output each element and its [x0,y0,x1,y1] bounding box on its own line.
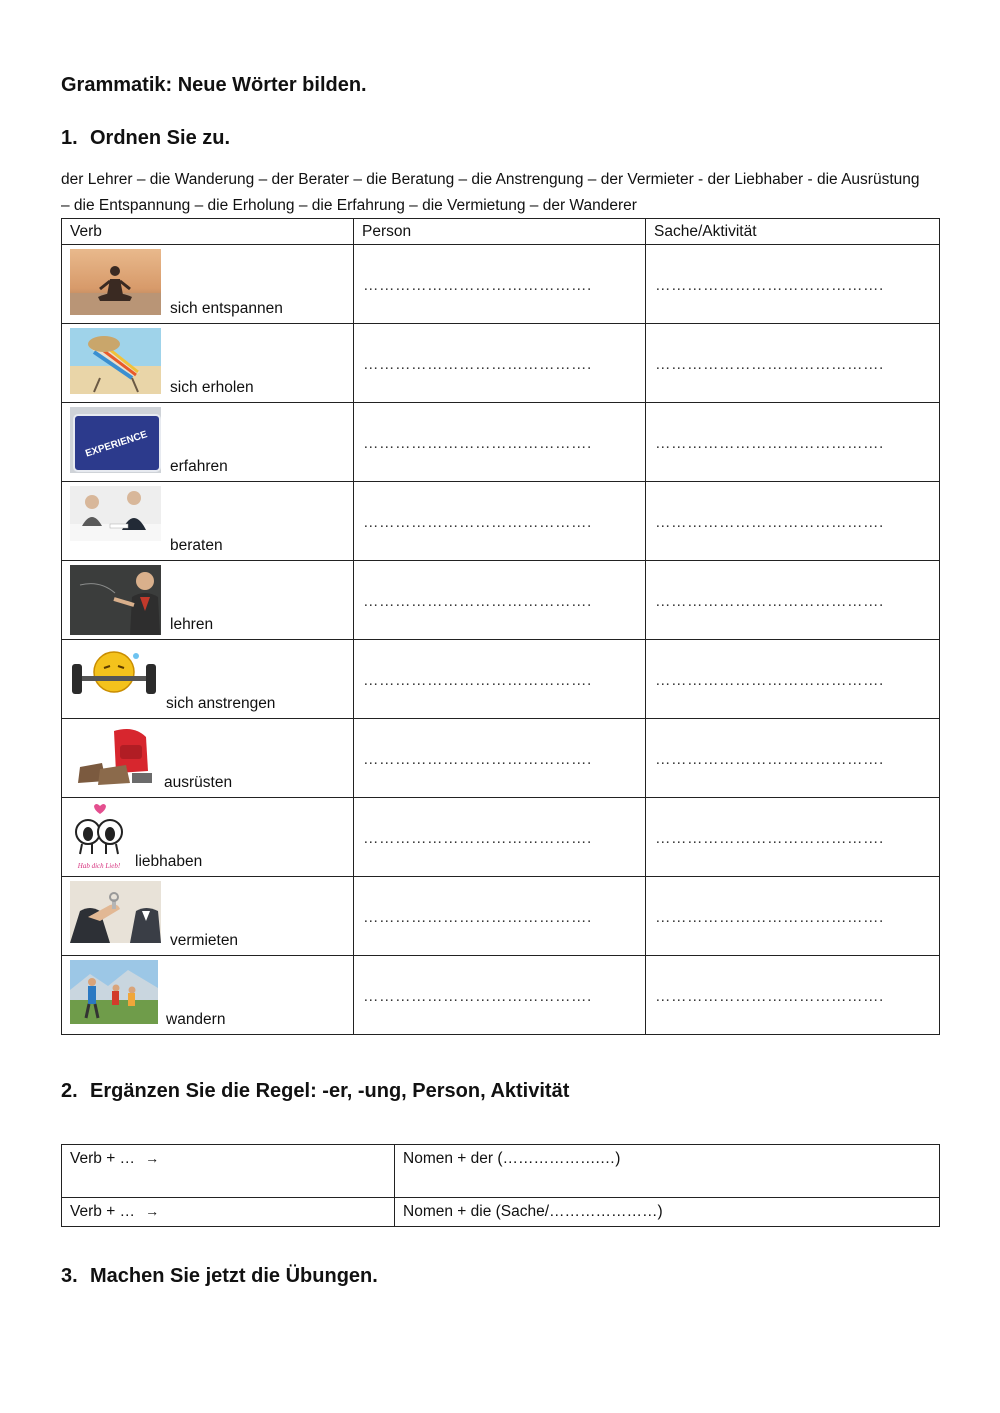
verb-label: sich erholen [170,379,254,396]
verb-cell [62,561,354,640]
answer-blank: ……………………………………. [363,751,592,768]
table-row [62,956,940,1035]
teacher-chalkboard-photo [70,565,161,635]
rule-right-text: Nomen + der (……………….…) [403,1150,621,1167]
beach-chair-photo [70,328,161,394]
person-blank-cell[interactable] [354,245,646,324]
table-row [62,640,940,719]
verb-cell [62,719,354,798]
table-row [62,1145,940,1198]
table-row [62,324,940,403]
section-2-text: Ergänzen Sie die Regel: -er, -ung, Person, Aktivität [90,1080,570,1102]
table-row [62,561,940,640]
experience-key-photo [70,407,161,473]
verb-cell [62,482,354,561]
verb-label: wandern [166,1011,226,1028]
verb-cell [62,798,354,877]
person-blank-cell[interactable] [354,561,646,640]
smiley-dumbbell-picture [70,644,158,704]
sache-blank-cell[interactable] [646,403,940,482]
verb-cell [62,877,354,956]
section-3-number: 3. [61,1265,78,1287]
answer-blank: ……………………………………. [655,435,884,452]
person-blank-cell[interactable] [354,482,646,561]
sache-blank-cell[interactable] [646,324,940,403]
table-row [62,798,940,877]
answer-blank: ……………………………………. [363,356,592,373]
table-row [62,1198,940,1227]
word-bank-line-1: der Lehrer – die Wanderung – der Berater – die Beratung – die Anstrengung – der Vermieter - der Liebhaber - die Ausrüstung [61,171,920,188]
answer-blank: ……………………………………. [655,514,884,531]
sache-blank-cell[interactable] [646,640,940,719]
table-row [62,403,940,482]
verb-cell [62,956,354,1035]
table-header-row [62,219,940,245]
key-handover-photo [70,881,161,943]
hiking-gear-photo [76,723,160,789]
arrow-right-icon: → [145,1203,160,1219]
section-1-number: 1. [61,127,78,149]
table-row [62,719,940,798]
sache-blank-cell[interactable] [646,245,940,324]
rule-left-cell[interactable] [62,1145,395,1198]
verb-label: beraten [170,537,223,554]
sache-blank-cell[interactable] [646,798,940,877]
section-1-text: Ordnen Sie zu. [90,127,231,149]
answer-blank: ……………………………………. [363,514,592,531]
meditation-photo [70,249,161,315]
arrow-right-icon: → [145,1150,160,1166]
person-blank-cell[interactable] [354,640,646,719]
verb-label: erfahren [170,458,228,475]
sheep-couple-picture [70,802,128,872]
person-blank-cell[interactable] [354,877,646,956]
person-blank-cell[interactable] [354,403,646,482]
rule-left-text: Verb + … [70,1150,136,1167]
verb-cell [62,245,354,324]
answer-blank: ……………………………………. [655,356,884,373]
section-2-number: 2. [61,1080,78,1102]
answer-blank: ……………………………………. [655,593,884,610]
word-bank [61,167,946,219]
person-blank-cell[interactable] [354,719,646,798]
rule-right-cell[interactable] [395,1145,940,1198]
header-sache: Sache/Aktivität [646,219,940,245]
word-bank-line-2: – die Entspannung – die Erholung – die Erfahrung – die Vermietung – der Wanderer [61,197,637,214]
answer-blank: ……………………………………. [363,830,592,847]
verb-cell [62,324,354,403]
answer-blank: ……………………………………. [363,435,592,452]
rule-table [61,1144,940,1227]
sache-blank-cell[interactable] [646,877,940,956]
page-title: Grammatik: Neue Wörter bilden. [61,74,367,96]
answer-blank: ……………………………………. [363,277,592,294]
header-verb: Verb [62,219,354,245]
sache-blank-cell[interactable] [646,482,940,561]
consultation-photo [70,486,161,541]
answer-blank: ……………………………………. [655,277,884,294]
verb-label: sich entspannen [170,300,283,317]
section-3-text: Machen Sie jetzt die Übungen. [90,1265,378,1287]
verb-cell [62,403,354,482]
verb-label: ausrüsten [164,774,233,791]
hikers-photo [70,960,158,1024]
verb-label: sich anstrengen [166,695,276,712]
verb-label: liebhaben [135,853,203,870]
answer-blank: ……………………………………. [655,909,884,926]
sheep-caption-text: Hab dich Lieb! [77,862,121,870]
answer-blank: ……………………………………. [363,593,592,610]
verb-label: vermieten [170,932,239,949]
rule-right-text: Nomen + die (Sache/…………………) [403,1203,663,1220]
person-blank-cell[interactable] [354,956,646,1035]
section-3-heading [61,1265,378,1288]
table-row [62,245,940,324]
answer-blank: ……………………………………. [363,672,592,689]
sache-blank-cell[interactable] [646,956,940,1035]
header-person: Person [354,219,646,245]
answer-blank: ……………………………………. [363,988,592,1005]
table-row [62,877,940,956]
verb-label: lehren [170,616,214,633]
answer-blank: ……………………………………. [655,672,884,689]
verb-cell [62,640,354,719]
answer-blank: ……………………………………. [655,988,884,1005]
experience-key-text: EXPERIENCE [84,429,149,460]
section-1-heading [61,127,230,150]
rule-left-cell[interactable] [62,1198,395,1227]
sache-blank-cell[interactable] [646,719,940,798]
exercise-1-table [61,218,940,1035]
rule-right-cell[interactable] [395,1198,940,1227]
table-row [62,482,940,561]
rule-left-text: Verb + … [70,1203,136,1220]
sache-blank-cell[interactable] [646,561,940,640]
answer-blank: ……………………………………. [655,751,884,768]
person-blank-cell[interactable] [354,798,646,877]
answer-blank: ……………………………………. [655,830,884,847]
section-2-heading [61,1080,569,1103]
person-blank-cell[interactable] [354,324,646,403]
answer-blank: ……………………………………. [363,909,592,926]
